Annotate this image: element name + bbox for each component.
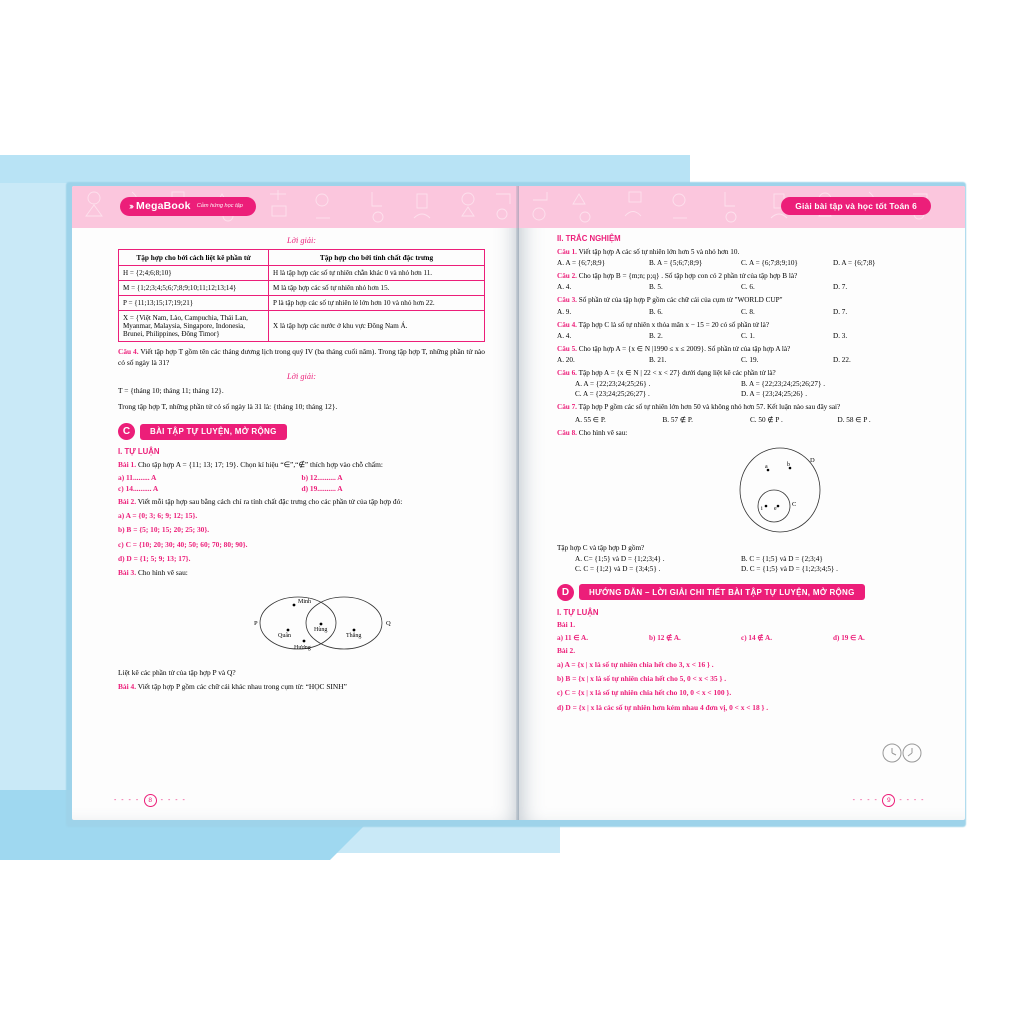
venn-label-p: P [254,619,258,627]
footer-dashes-right: - - - - [160,797,187,804]
table-header-cell: Tập hợp cho bởi tính chất đặc trưng [269,250,485,266]
left-page [72,186,519,820]
exercise-bai4 [118,682,485,693]
bai3-question: Liệt kê các phần tử của tập hợp P và Q? [118,668,236,678]
venn-label-quan: Quân [278,632,291,639]
question-text: Viết tập hợp A các số tự nhiên lớn hơn 5 và nhỏ hơn 10. [578,248,740,256]
option-d: D. 7. [833,307,848,316]
left-page-footer [114,794,186,807]
option-a: A. 4. [557,331,572,340]
question-cau4 [118,347,485,368]
table-cell: H là tập hợp các số tự nhiên chẵn khác 0 và nhỏ hơn 11. [269,266,485,281]
exercise-text: Cho hình vẽ sau: [137,567,188,577]
option-c: C. 1. [741,331,755,340]
bai2-item-a-text: a) A = {0; 3; 6; 9; 12; 15}. [118,511,198,521]
answer-b [649,633,741,642]
question-cau4 [557,320,925,330]
option-b: B. 57 ∉ P. [662,415,693,424]
venn-label-hung: Hùng [314,626,328,633]
set-table [118,249,485,342]
option-c: C. 19. [741,356,759,365]
subheading-trac-nghiem: II. TRẮC NGHIỆM [557,234,621,243]
venn-label-thang: Thắng [346,632,362,639]
bai2-answer-b [557,674,925,685]
table-cell: X là tập hợp các nước ở khu vực Đông Nam Á. [269,311,485,342]
exercise-label: Bài 2. [557,645,576,655]
section-c-heading [118,423,485,440]
cau6-options-row-2 [557,390,925,398]
right-page-footer [853,794,925,807]
venn-label-d: D [810,456,815,464]
section-c-title: BÀI TẬP TỰ LUYỆN, MỞ RỘNG [140,424,287,440]
table-header-cell: Tập hợp cho bởi cách liệt kê phần tử [119,250,269,266]
answer-d [833,633,925,642]
solution-bai2-label [557,646,925,657]
question-cau5 [557,344,925,354]
section-d-heading [557,584,925,601]
cau8-options-row-2 [557,565,925,573]
table-cell: P là tập hợp các số tự nhiên lẻ lớn hơn 10 và nhỏ hơn 22. [269,296,485,311]
bai1-options-row-2 [118,484,485,493]
bai2-answer-d-text: d) D = {x | x là các số tự nhiên hơn kém nhau 4 đơn vị, 0 < x < 18 } . [557,702,769,712]
question-label: Câu 5. [557,344,577,353]
option-b: B. 2. [649,331,663,340]
page-number: 8 [144,794,157,807]
question-label: Câu 1. [557,248,577,256]
section-c-letter: C [118,423,135,440]
venn-label-e: e [774,505,777,512]
venn-diagram-cd [557,444,925,539]
option-c: C. A = {6;7;8;9;10} [741,259,798,268]
solution-bai1-label [557,620,925,631]
option-b: B. 6. [649,307,663,316]
question-text: Cho hình vẽ sau: [578,428,628,437]
table-cell: M = {1;2;3;4;5;6;7;8;9;10;11;12;13;14} [119,281,269,296]
venn-label-i: i [761,505,763,512]
exercise-text: Cho tập hợp A = {11; 13; 17; 19}. Chọn kí hiệu “∈”,“∉” thích hợp vào chỗ chấm: [137,459,383,469]
bai2-answer-c-text: c) C = {x | x là số tự nhiên chia hết cho 10, 0 < x < 100 }. [557,688,732,698]
bai2-item-c [118,540,485,551]
question-text: Tập hợp P gồm các số tự nhiên lớn hơn 50 và không nhỏ hơn 57. Kết luận nào sau đây sai? [578,403,841,412]
subheading-tu-luan: I. TỰ LUẬN [557,607,599,617]
right-page [519,186,965,820]
bai2-answer-c [557,688,925,699]
option-d-text: d) 19.......... A [301,484,343,494]
bai2-item-b-text: b) B = {5; 10; 15; 20; 25; 30}. [118,525,210,535]
cau8-question: Tập hợp C và tập hợp D gồm? [557,543,645,552]
table-cell: X = {Việt Nam, Lào, Campuchia, Thái Lan, Myanmar, Malaysia, Singapore, Indonesia, Brunei, Philippines, Đông Timor} [119,311,269,342]
option-d: D. 7. [833,283,848,292]
table-row [119,311,485,342]
option-b: B. 5. [649,283,663,292]
clock-doodle-icon [881,742,923,764]
question-text: Tập hợp A = {x ∈ N | 22 < x < 27} dưới dạng liệt kê các phần tử là? [578,369,776,378]
brand-slogan: Cảm hứng học tập [196,203,243,209]
option-c: C. 8. [741,307,755,316]
bai2-answer-a [557,660,925,671]
solution-label: Lời giải: [286,236,317,245]
exercise-bai1 [118,460,485,471]
option-c: C. 6. [741,283,755,292]
question-label: Câu 2. [557,272,577,281]
cau6-options-row-1 [557,380,925,388]
page-number: 9 [882,794,895,807]
exercise-label: Bài 3. [118,567,137,577]
option-a: A. A = {6;7;8;9} [557,259,606,268]
exercise-bai2 [118,497,485,508]
question-text: Tập hợp C là số tự nhiên x thỏa mãn x − 15 = 20 có số phần tử là? [578,320,770,329]
answer-c-text: c) 14 ∉ A. [741,634,773,643]
brand-name: MegaBook [136,200,191,212]
bai2-item-c-text: c) C = {10; 20; 30; 40; 50; 60; 70; 80; 90}. [118,539,248,549]
footer-dashes-left: - - - - [114,797,140,804]
question-label: Câu 7. [557,403,577,412]
answer-d-text: d) 19 ∈ A. [833,634,865,643]
question-cau7 [557,402,925,412]
section-d-title: HƯỚNG DẪN – LỜI GIẢI CHI TIẾT BÀI TẬP TỰ LUYỆN, MỞ RỘNG [579,584,865,600]
option-a: A. 55 ∈ P. [575,415,606,424]
option-b: B. A = {22;23;24;25;26;27} . [741,380,826,389]
solution-line-2: Trong tập hợp T, những phần tử có số ngày là 31 là: {tháng 10; tháng 12}. [118,401,338,411]
cau7-options [557,415,925,424]
exercise-text: Viết tập hợp P gồm các chữ cái khác nhau trong cụm từ: “HỌC SINH” [137,682,347,692]
megabook-logo [120,197,256,216]
option-b-text: b) 12.......... A [301,472,343,482]
venn-svg [236,583,416,663]
option-b [302,473,486,482]
question-label: Câu 4. [118,347,139,356]
bai2-answer-b-text: b) B = {x | x là số tự nhiên chia hết cho 5, 0 < x < 35 } . [557,674,727,684]
table-cell: H = {2;4;6;8;10} [119,266,269,281]
exercise-text: Viết mỗi tập hợp sau bằng cách chỉ ra tính chất đặc trưng cho các phần tử của tập hợp đó: [137,496,403,506]
cau3-options [557,308,925,316]
option-c: C. A = {23;24;25;26;27} . [575,390,650,399]
option-d: D. A = {23;24;25;26} . [741,390,808,399]
table-row [119,296,485,311]
option-b: B. A = {5;6;7;8;9} [649,259,703,268]
option-a: A. 20. [557,356,575,365]
cau1-options [557,259,925,267]
footer-dashes-left: - - - - [852,797,879,804]
venn-label-c: C [792,500,797,508]
option-a [118,473,302,482]
bai2-item-d [118,554,485,565]
open-book [72,186,965,820]
answer-a-text: a) 11 ∈ A. [557,634,589,643]
question-label: Câu 8. [557,428,577,437]
bai1-answers [557,633,925,642]
exercise-label: Bài 1. [118,459,137,469]
option-d [302,484,486,493]
question-label: Câu 3. [557,296,577,305]
option-a: A. A = {22;23;24;25;26} . [575,380,651,389]
question-label: Câu 6. [557,369,577,378]
logo-chevron-icon: ››› [129,201,132,211]
venn-label-huong: Hương [294,644,311,651]
cau2-options [557,283,925,291]
venn-label-a: a [765,463,768,470]
right-page-content [519,232,965,820]
section-d-letter: D [557,584,574,601]
bai2-answer-a-text: a) A = {x | x là số tự nhiên chia hết cho 3, x < 16 } . [557,659,714,669]
question-cau2 [557,271,925,281]
cau4-options [557,332,925,340]
venn-diagram-pq [118,583,485,665]
left-page-content [72,232,519,820]
bai2-answer-d [557,703,925,714]
option-a-text: a) 11......... A [118,472,157,482]
footer-dashes-right: - - - - [899,797,925,804]
venn-label-b: b [787,461,790,468]
option-b: B. C = {1;5} và D = {2;3;4} [741,554,823,563]
option-d: D. A = {6;7;8} [833,259,876,268]
bai2-item-a [118,511,485,522]
exercise-label: Bài 1. [557,620,576,630]
right-page-header [519,186,965,228]
answer-a [557,633,649,642]
question-text: Số phần tử của tập hợp P gồm các chữ cái của cụm từ "WORLD CUP" [578,296,783,305]
book-title-badge: Giải bài tập và học tốt Toán 6 [781,197,931,215]
solution-label-2: Lời giải: [286,372,317,382]
table-cell: M là tập hợp các số tự nhiên nhỏ hơn 15. [269,281,485,296]
option-d: D. 58 ∈ P . [837,415,871,424]
exercise-label: Bài 2. [118,496,137,506]
table-header-row [119,250,485,266]
subheading-tu-luan: I. TỰ LUẬN [118,447,160,457]
option-d: D. 3. [833,331,848,340]
question-cau8 [557,428,925,438]
question-label: Câu 4. [557,320,577,329]
exercise-label: Bài 4. [118,682,137,692]
question-text: Cho tập hợp A = {x ∈ N |1990 ≤ x ≤ 2009}. Số phần tử của tập hợp A là? [578,344,791,353]
venn-svg-cd [722,444,842,536]
option-c: C. C = {1;2} và D = {3;4;5} . [575,564,661,573]
background-band-top [0,155,690,183]
option-a: A. C= {1;5} và D = {1;2;3;4} . [575,554,665,563]
answer-b-text: b) 12 ∉ A. [649,634,681,643]
cau8-options-row-1 [557,555,925,563]
option-c-text: c) 14.......... A [118,484,159,494]
left-page-header [72,186,519,228]
bai2-item-d-text: d) D = {1; 5; 9; 13; 17}. [118,553,191,563]
question-cau1 [557,247,925,257]
option-d: D. C = {1;5} và D = {1;2;3;4;5} . [741,564,838,573]
option-c: C. 50 ∉ P . [750,415,783,424]
option-d: D. 22. [833,356,851,365]
option-a: A. 4. [557,283,572,292]
venn-label-q: Q [386,619,391,627]
table-cell: P = {11;13;15;17;19;21} [119,296,269,311]
question-text: Cho tập hợp B = {m;n; p;q} . Số tập hợp con có 2 phần tử của tập hợp B là? [578,272,798,281]
answer-c [741,633,833,642]
table-row [119,266,485,281]
exercise-bai3 [118,568,485,579]
option-c [118,484,302,493]
question-cau3 [557,295,925,305]
bai2-item-b [118,525,485,536]
venn-label-minh: Minh [298,598,312,605]
cau5-options [557,356,925,364]
question-text: Viết tập hợp T gồm tên các tháng dương lịch trong quý IV (ba tháng cuối năm). Trong tập hợp T, những phần tử nào có số ngày là 31? [118,347,485,367]
option-b: B. 21. [649,356,667,365]
bai1-options-row-1 [118,473,485,482]
option-a: A. 9. [557,307,572,316]
solution-line-1: T = {tháng 10; tháng 11; tháng 12}. [118,386,224,396]
table-row [119,281,485,296]
question-cau6 [557,368,925,378]
